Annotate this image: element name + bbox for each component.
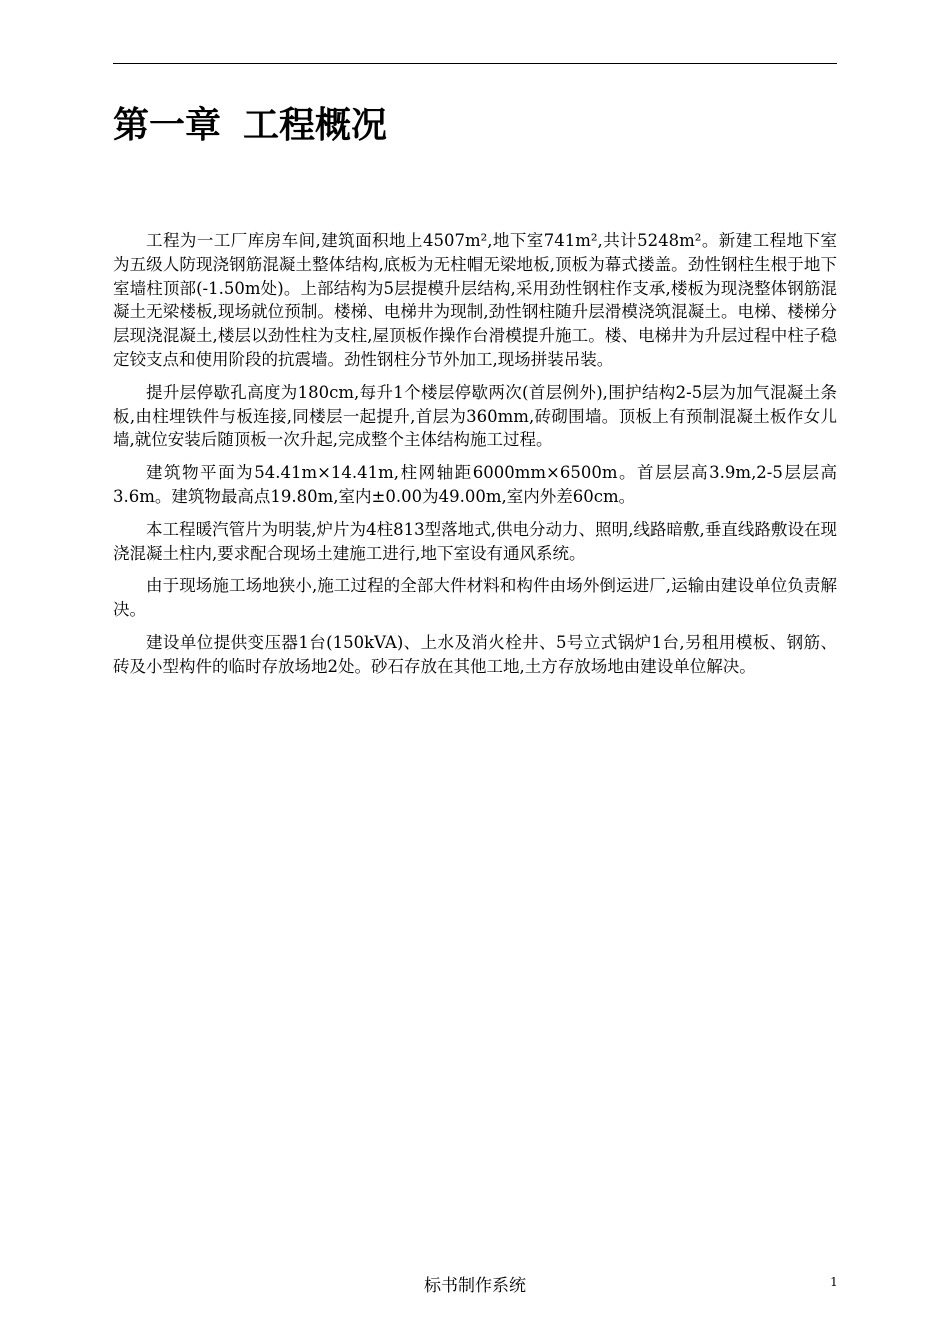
chapter-name: 工程概况: [243, 105, 388, 146]
footer-text: 标书制作系统: [424, 1276, 526, 1296]
paragraph-owner-supply: 建设单位提供变压器1台(150kVA)、上水及消火栓井、5号立式锅炉1台,另租用模板、钢筋、砖及小型构件的临时存放场地2处。砂石存放在其他工地,土方存放场地由建设单位解决。: [113, 632, 837, 676]
body-text: [113, 229, 837, 688]
paragraph-heating-electrical: 本工程暖汽管片为明装,炉片为4柱813型落地式,供电分动力、照明,线路暗敷,垂直线路敷设在现浇混凝土柱内,要求配合现场土建施工进行,地下室设有通风系统。: [113, 519, 837, 563]
chapter-title: [113, 100, 387, 152]
paragraph-overview: 工程为一工厂库房车间,建筑面积地上4507m²,地下室741m²,共计5248m²。新建工程地下室为五级人防现浇钢筋混凝土整体结构,底板为无柱帽无梁地板,顶板为幕式搂盖。劲性钢柱生根于地下室墙柱顶部(-1.50m处)。上部结构为5层提模升层结构,采用劲性钢柱作支承,楼板为现浇整体钢筋混凝土无梁楼板,现场就位预制。楼梯、电梯井为现制,劲性钢柱随升层滑模浇筑混凝土。电梯、楼梯分层现浇混凝土,楼层以劲性柱为支柱,屋顶板作操作台滑模提升施工。楼、电梯井为升层过程中柱子稳定铰支点和使用阶段的抗震墙。劲性钢柱分节外加工,现场拼装吊装。: [113, 231, 837, 369]
paragraph-dimensions: 建筑物平面为54.41m×14.41m,柱网轴距6000mm×6500m。首层层高3.9m,2-5层层高3.6m。建筑物最高点19.80m,室内±0.00为49.00m,室内外差60cm。: [113, 463, 837, 506]
chapter-number: 第一章: [113, 105, 222, 146]
header-rule: [113, 63, 837, 64]
paragraph-lifting: 提升层停歇孔高度为180cm,每升1个楼层停歇两次(首层例外),围护结构2-5层为加气混凝土条板,由柱埋铁件与板连接,同楼层一起提升,首层为360mm,砖砌围墙。顶板上有预制混凝土板作女儿墙,就位安装后随顶板一次升起,完成整个主体结构施工过程。: [113, 382, 837, 450]
page-number: 1: [830, 1275, 838, 1289]
paragraph-site-transport: 由于现场施工场地狭小,施工过程的全部大件材料和构件由场外倒运进厂,运输由建设单位负责解决。: [113, 576, 837, 620]
